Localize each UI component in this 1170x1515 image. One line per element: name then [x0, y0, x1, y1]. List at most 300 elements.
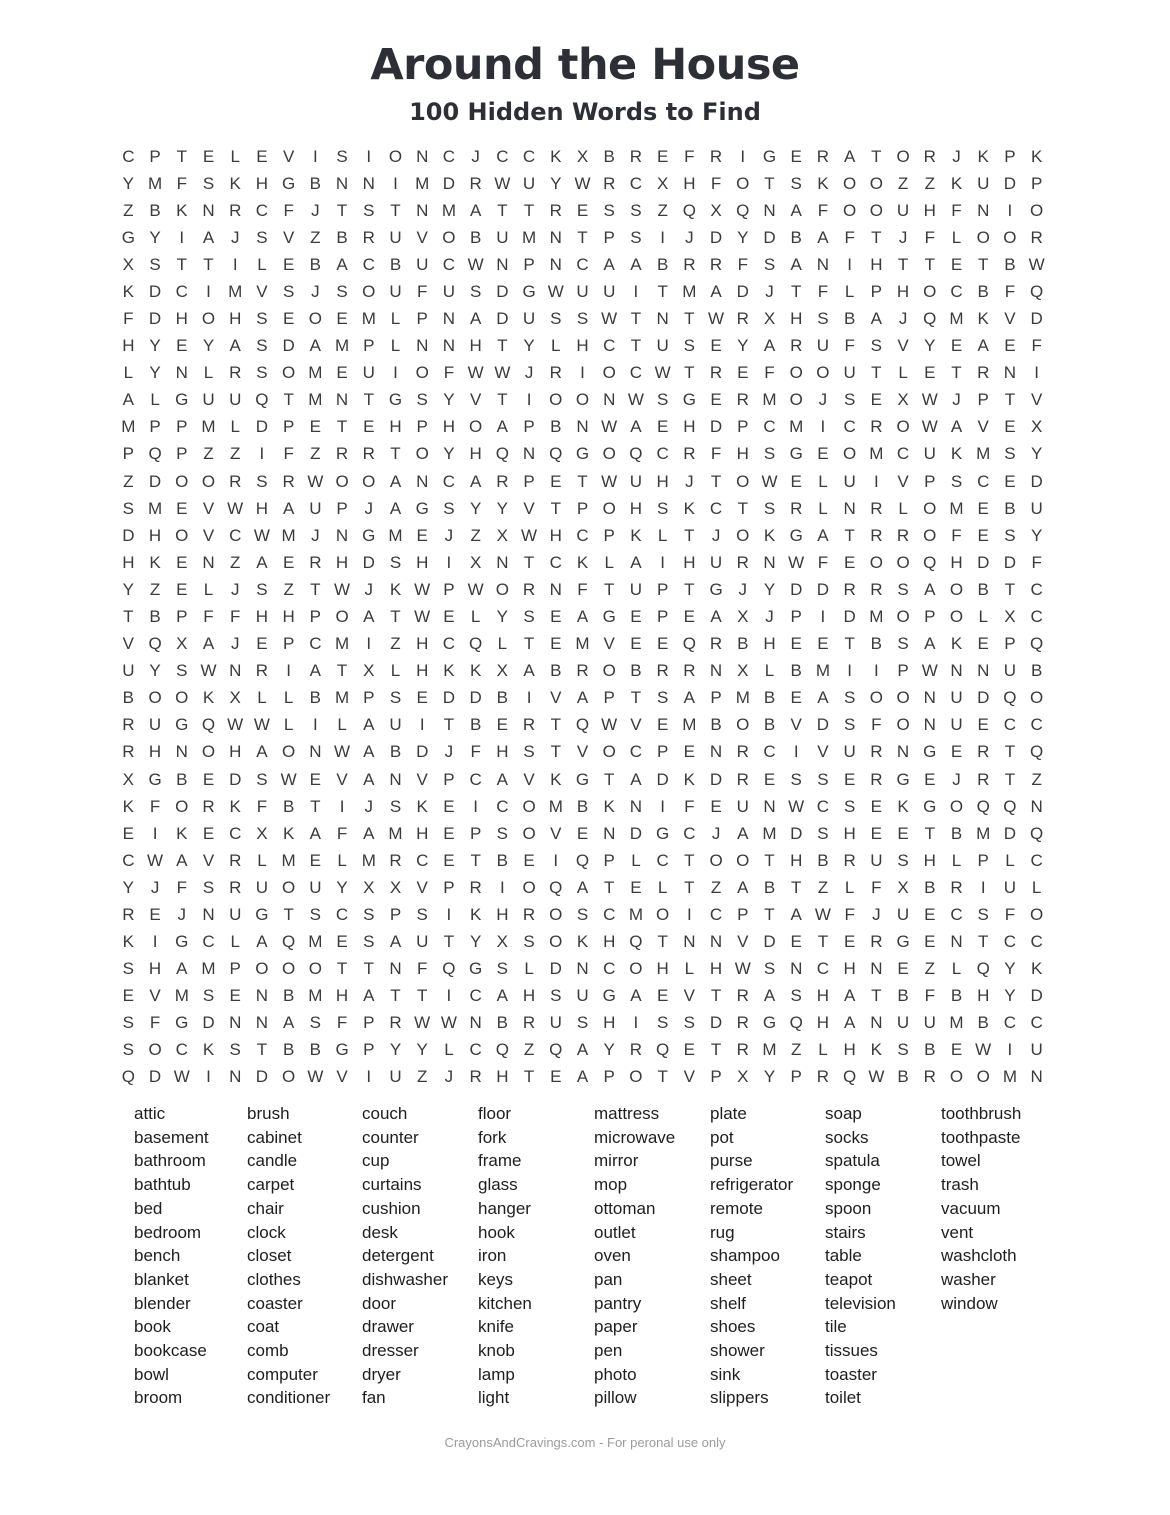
grid-cell: G: [255, 904, 269, 924]
page-title: Around the House: [370, 40, 800, 90]
grid-cell: R: [229, 850, 242, 870]
grid-cell: S: [416, 390, 428, 410]
grid-cell: H: [870, 254, 883, 274]
word-list-item: bathroom: [134, 1151, 206, 1171]
grid-cell: O: [549, 904, 563, 924]
grid-cell: D: [229, 769, 242, 789]
grid-cell: F: [924, 986, 935, 1006]
grid-cell: R: [1030, 227, 1043, 247]
grid-cell: O: [789, 390, 803, 410]
grid-cell: U: [1003, 661, 1017, 681]
grid-cell: P: [656, 579, 669, 599]
grid-cell: S: [1004, 525, 1016, 545]
grid-cell: M: [174, 986, 189, 1006]
grid-cell: P: [576, 498, 589, 518]
grid-cell: D: [202, 1013, 215, 1033]
grid-cell: A: [683, 688, 696, 708]
grid-cell: O: [923, 281, 937, 301]
grid-cell: O: [522, 796, 536, 816]
grid-cell: H: [496, 1067, 509, 1087]
grid-cell: U: [549, 1013, 562, 1033]
grid-cell: A: [363, 986, 375, 1006]
grid-cell: O: [335, 471, 349, 491]
grid-cell: U: [229, 390, 242, 410]
grid-cell: D: [549, 959, 562, 979]
grid-cell: S: [817, 309, 829, 329]
grid-cell: R: [870, 932, 883, 952]
grid-cell: R: [469, 877, 482, 897]
grid-cell: J: [685, 471, 694, 491]
grid-cell: W: [654, 363, 671, 383]
grid-cell: J: [711, 525, 721, 545]
grid-cell: U: [522, 173, 536, 193]
grid-cell: E: [870, 823, 883, 843]
grid-cell: L: [283, 715, 294, 735]
grid-cell: P: [416, 417, 428, 437]
grid-cell: O: [923, 525, 937, 545]
grid-cell: K: [122, 281, 135, 301]
grid-cell: S: [469, 281, 482, 301]
grid-cell: C: [950, 281, 963, 301]
grid-cell: K: [416, 796, 428, 816]
grid-cell: F: [817, 552, 829, 572]
grid-cell: M: [628, 904, 643, 924]
grid-cell: Y: [202, 336, 215, 356]
grid-cell: K: [763, 525, 776, 545]
word-list-item: tile: [825, 1317, 847, 1337]
grid-cell: W: [868, 1067, 885, 1087]
grid-cell: Y: [122, 579, 135, 599]
grid-cell: X: [363, 661, 375, 681]
grid-cell: P: [1004, 146, 1016, 166]
grid-cell: V: [683, 1067, 696, 1087]
grid-cell: A: [523, 661, 535, 681]
grid-cell: I: [1007, 1040, 1013, 1060]
grid-cell: Y: [924, 336, 936, 356]
grid-cell: M: [308, 932, 323, 952]
grid-cell: U: [843, 363, 856, 383]
grid-cell: N: [416, 200, 429, 220]
grid-cell: D: [656, 769, 669, 789]
grid-cell: K: [1030, 146, 1043, 166]
grid-cell: Z: [230, 552, 241, 572]
word-list-item: sponge: [825, 1175, 881, 1195]
grid-cell: O: [201, 471, 216, 491]
grid-cell: R: [736, 309, 749, 329]
grid-cell: O: [495, 579, 509, 599]
grid-cell: A: [469, 200, 482, 220]
grid-cell: E: [336, 309, 348, 329]
grid-cell: W: [173, 1067, 190, 1087]
grid-cell: R: [923, 1067, 936, 1087]
grid-cell: Q: [148, 634, 162, 654]
grid-cell: I: [393, 363, 398, 383]
grid-cell: H: [843, 823, 856, 843]
grid-cell: E: [122, 986, 135, 1006]
grid-cell: A: [282, 1013, 295, 1033]
word-list-item: stairs: [825, 1222, 866, 1242]
grid-cell: T: [684, 850, 695, 870]
grid-cell: J: [524, 363, 534, 383]
grid-cell: S: [550, 309, 562, 329]
grid-cell: O: [201, 309, 216, 329]
grid-cell: P: [149, 417, 161, 437]
word-list-item: washcloth: [941, 1246, 1017, 1266]
grid-cell: L: [844, 281, 855, 301]
grid-cell: W: [788, 552, 805, 572]
grid-cell: M: [682, 281, 697, 301]
grid-cell: J: [230, 634, 240, 654]
grid-cell: E: [576, 823, 589, 843]
word-list-item: basement: [134, 1127, 209, 1147]
word-list-item: pot: [710, 1127, 734, 1147]
grid-cell: U: [416, 254, 429, 274]
grid-cell: Q: [121, 1067, 135, 1087]
grid-cell: L: [150, 390, 160, 410]
grid-cell: S: [763, 444, 776, 464]
grid-cell: N: [442, 309, 456, 329]
grid-cell: A: [363, 742, 375, 762]
grid-cell: J: [150, 877, 160, 897]
grid-cell: Z: [523, 1040, 535, 1060]
grid-cell: W: [975, 1040, 992, 1060]
grid-cell: H: [416, 823, 429, 843]
grid-cell: N: [763, 796, 776, 816]
grid-cell: E: [630, 606, 642, 626]
grid-cell: M: [762, 390, 777, 410]
grid-cell: D: [496, 309, 509, 329]
grid-cell: K: [202, 688, 215, 708]
grid-cell: N: [870, 1013, 883, 1033]
grid-cell: E: [817, 634, 829, 654]
grid-cell: V: [630, 715, 642, 735]
grid-cell: J: [364, 579, 374, 599]
grid-cell: R: [202, 796, 215, 816]
grid-cell: X: [389, 877, 402, 897]
grid-cell: N: [576, 959, 589, 979]
grid-cell: O: [923, 498, 937, 518]
grid-cell: E: [897, 959, 909, 979]
grid-cell: T: [550, 742, 561, 762]
grid-cell: L: [283, 688, 294, 708]
grid-cell: O: [869, 688, 883, 708]
grid-cell: E: [950, 742, 963, 762]
grid-cell: A: [843, 986, 856, 1006]
grid-cell: P: [443, 769, 455, 789]
grid-cell: R: [576, 661, 589, 681]
grid-cell: S: [683, 336, 696, 356]
grid-cell: J: [952, 146, 961, 166]
grid-cell: A: [870, 309, 883, 329]
grid-cell: A: [630, 552, 642, 572]
grid-cell: Y: [496, 498, 509, 518]
grid-cell: P: [924, 606, 936, 626]
grid-cell: T: [710, 986, 722, 1006]
grid-cell: T: [1004, 769, 1016, 789]
grid-cell: R: [736, 742, 749, 762]
grid-cell: U: [843, 471, 856, 491]
grid-cell: T: [417, 986, 428, 1006]
grid-cell: O: [816, 363, 830, 383]
grid-cell: T: [871, 986, 882, 1006]
grid-cell: M: [121, 417, 136, 437]
grid-cell: F: [844, 227, 855, 247]
grid-cell: W: [440, 1013, 457, 1033]
grid-cell: Q: [923, 552, 937, 572]
grid-cell: C: [576, 254, 589, 274]
grid-cell: E: [363, 417, 375, 437]
word-list-item: chair: [247, 1198, 284, 1218]
grid-cell: N: [442, 336, 456, 356]
grid-cell: I: [259, 444, 265, 464]
grid-cell: T: [737, 498, 748, 518]
grid-cell: O: [896, 715, 910, 735]
grid-cell: D: [709, 227, 723, 247]
grid-cell: T: [791, 281, 802, 301]
grid-cell: S: [977, 904, 989, 924]
grid-cell: F: [256, 796, 268, 816]
grid-cell: K: [950, 173, 963, 193]
grid-cell: T: [390, 606, 401, 626]
grid-cell: O: [148, 688, 162, 708]
grid-cell: Z: [310, 444, 321, 464]
grid-cell: C: [843, 417, 856, 437]
grid-cell: W: [467, 579, 484, 599]
grid-cell: H: [736, 444, 749, 464]
grid-cell: G: [121, 227, 135, 247]
grid-cell: O: [282, 1067, 296, 1087]
grid-cell: M: [869, 444, 884, 464]
grid-cell: F: [844, 904, 855, 924]
grid-cell: M: [976, 444, 991, 464]
grid-cell: H: [389, 417, 402, 437]
grid-cell: H: [816, 986, 830, 1006]
grid-cell: E: [176, 498, 188, 518]
grid-cell: T: [684, 579, 695, 599]
grid-cell: X: [763, 309, 776, 329]
grid-cell: U: [896, 1013, 910, 1033]
grid-cell: W: [708, 309, 725, 329]
grid-cell: X: [737, 1067, 749, 1087]
grid-cell: F: [230, 606, 241, 626]
grid-cell: E: [256, 146, 268, 166]
grid-cell: H: [923, 200, 936, 220]
grid-cell: D: [816, 579, 830, 599]
grid-cell: O: [362, 281, 376, 301]
grid-cell: X: [897, 390, 909, 410]
grid-cell: K: [469, 904, 482, 924]
grid-cell: S: [897, 579, 909, 599]
grid-cell: N: [763, 552, 776, 572]
grid-cell: F: [283, 444, 294, 464]
grid-cell: F: [1031, 552, 1042, 572]
grid-cell: L: [764, 661, 775, 681]
grid-cell: Y: [1004, 986, 1016, 1006]
grid-cell: K: [469, 661, 482, 681]
grid-cell: V: [550, 688, 562, 708]
grid-cell: Q: [201, 715, 216, 735]
word-list-item: rug: [710, 1222, 735, 1242]
word-list-item: mirror: [594, 1151, 639, 1171]
grid-cell: E: [790, 634, 802, 654]
grid-cell: L: [818, 471, 828, 491]
grid-cell: O: [869, 552, 883, 572]
grid-cell: C: [1030, 606, 1043, 626]
page-subtitle: 100 Hidden Words to Find: [409, 98, 761, 126]
grid-cell: B: [176, 769, 188, 789]
grid-cell: O: [282, 959, 296, 979]
word-list-item: knob: [478, 1341, 515, 1361]
grid-cell: P: [363, 1013, 375, 1033]
grid-cell: U: [255, 877, 269, 897]
word-list-item: book: [134, 1317, 171, 1337]
grid-cell: O: [656, 904, 670, 924]
grid-cell: W: [1028, 254, 1045, 274]
grid-cell: V: [256, 281, 268, 301]
grid-cell: E: [1004, 336, 1016, 356]
word-list-item: floor: [478, 1104, 512, 1123]
grid-cell: S: [363, 200, 375, 220]
grid-cell: G: [762, 146, 777, 166]
grid-cell: B: [309, 688, 322, 708]
grid-cell: T: [176, 146, 187, 166]
grid-cell: E: [656, 417, 669, 437]
grid-cell: O: [976, 227, 990, 247]
footer-credit: CrayonsAndCravings.com - For peronal use only: [444, 1435, 726, 1450]
grid-cell: G: [175, 932, 189, 952]
grid-cell: W: [227, 498, 244, 518]
grid-cell: A: [122, 390, 135, 410]
grid-cell: L: [230, 146, 240, 166]
grid-cell: N: [229, 1013, 242, 1033]
grid-cell: P: [603, 688, 615, 708]
grid-cell: U: [950, 715, 963, 735]
word-list-item: toaster: [825, 1364, 877, 1384]
grid-cell: X: [363, 877, 375, 897]
word-list-item: cup: [362, 1151, 390, 1171]
grid-cell: V: [202, 498, 215, 518]
grid-cell: S: [496, 823, 509, 843]
grid-cell: C: [576, 525, 589, 545]
grid-cell: V: [202, 525, 215, 545]
grid-cell: W: [627, 390, 644, 410]
grid-cell: Q: [1003, 688, 1017, 708]
grid-cell: C: [1030, 1013, 1043, 1033]
grid-cell: F: [417, 281, 428, 301]
grid-cell: Q: [469, 634, 483, 654]
grid-cell: C: [335, 904, 349, 924]
grid-cell: S: [630, 200, 642, 220]
word-list-item: cabinet: [247, 1127, 302, 1147]
grid-cell: I: [686, 904, 692, 924]
grid-cell: O: [736, 715, 750, 735]
grid-cell: M: [334, 336, 350, 356]
grid-cell: M: [949, 498, 964, 518]
grid-cell: T: [443, 715, 455, 735]
grid-cell: Y: [737, 227, 749, 247]
grid-cell: F: [844, 336, 855, 356]
grid-cell: F: [417, 959, 428, 979]
grid-cell: J: [177, 904, 187, 924]
grid-cell: N: [923, 715, 936, 735]
grid-cell: R: [656, 661, 669, 681]
grid-cell: T: [657, 932, 668, 952]
grid-cell: G: [175, 715, 189, 735]
grid-cell: F: [684, 146, 695, 166]
grid-cell: E: [550, 634, 562, 654]
grid-cell: S: [229, 1040, 241, 1060]
grid-cell: G: [362, 525, 376, 545]
grid-cell: P: [1004, 634, 1016, 654]
grid-cell: S: [256, 336, 268, 356]
grid-cell: H: [790, 309, 803, 329]
grid-cell: N: [709, 932, 723, 952]
grid-cell: F: [149, 1013, 161, 1033]
grid-cell: I: [660, 227, 665, 247]
grid-cell: H: [683, 552, 696, 572]
grid-cell: E: [683, 606, 696, 626]
grid-cell: I: [820, 606, 826, 626]
grid-cell: Y: [1004, 959, 1016, 979]
grid-cell: U: [389, 1067, 402, 1087]
grid-cell: Z: [123, 471, 134, 491]
grid-cell: S: [363, 904, 375, 924]
grid-cell: Z: [283, 579, 294, 599]
grid-cell: S: [523, 742, 535, 762]
grid-cell: D: [122, 525, 135, 545]
grid-cell: E: [176, 579, 188, 599]
grid-cell: O: [201, 742, 216, 762]
grid-cell: E: [924, 932, 936, 952]
grid-cell: N: [816, 254, 830, 274]
grid-cell: C: [1003, 932, 1017, 952]
grid-cell: Z: [657, 200, 668, 220]
grid-cell: Z: [897, 173, 909, 193]
grid-cell: O: [789, 363, 803, 383]
grid-cell: X: [737, 606, 749, 626]
grid-cell: S: [897, 850, 909, 870]
grid-cell: C: [442, 146, 456, 166]
word-list-item: toothpaste: [941, 1127, 1021, 1147]
grid-cell: N: [416, 146, 429, 166]
grid-cell: A: [817, 227, 829, 247]
grid-cell: L: [818, 1040, 828, 1060]
puzzle-grid: [115, 143, 1050, 1091]
grid-cell: W: [601, 309, 618, 329]
grid-cell: N: [335, 525, 349, 545]
grid-cell: O: [869, 200, 883, 220]
grid-cell: B: [389, 254, 402, 274]
grid-cell: D: [362, 552, 375, 572]
grid-cell: P: [790, 1067, 802, 1087]
grid-cell: T: [443, 932, 455, 952]
grid-cell: I: [553, 850, 559, 870]
grid-cell: S: [282, 281, 295, 301]
grid-cell: M: [281, 850, 296, 870]
grid-cell: E: [977, 634, 989, 654]
grid-cell: V: [1030, 390, 1043, 410]
grid-cell: Z: [417, 1067, 428, 1087]
grid-cell: T: [310, 796, 321, 816]
grid-cell: M: [521, 227, 537, 247]
grid-cell: A: [950, 417, 963, 437]
grid-cell: F: [951, 525, 962, 545]
grid-cell: S: [122, 498, 135, 518]
grid-cell: T: [630, 688, 642, 708]
grid-cell: C: [603, 904, 616, 924]
grid-cell: E: [656, 634, 669, 654]
word-list-item: iron: [478, 1246, 507, 1266]
